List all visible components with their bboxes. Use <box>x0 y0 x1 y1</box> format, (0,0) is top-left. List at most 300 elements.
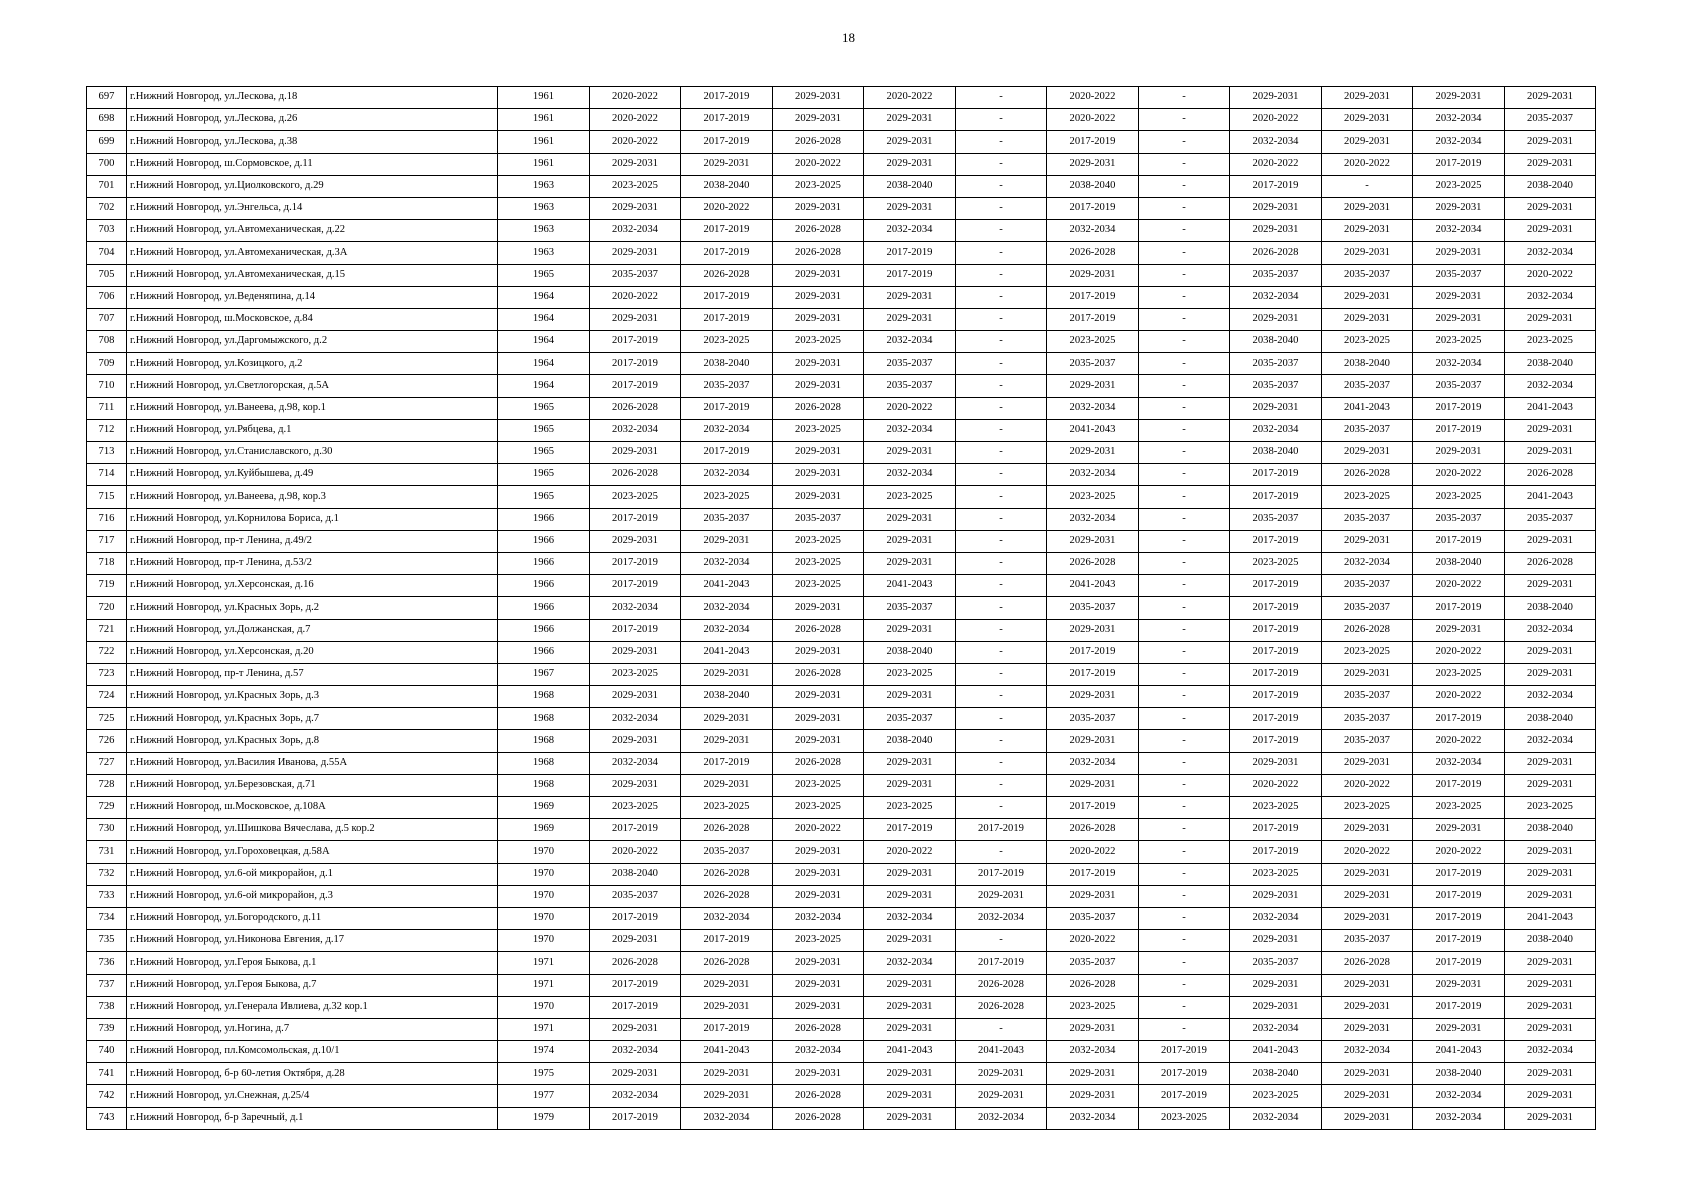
cell-row-number: 701 <box>87 175 127 197</box>
cell-period-6: 2026-2028 <box>1047 242 1139 264</box>
cell-period-7: - <box>1139 464 1230 486</box>
table-row <box>87 264 1596 286</box>
cell-period-3: 2026-2028 <box>773 752 864 774</box>
cell-period-1: 2023-2025 <box>590 663 681 685</box>
cell-year: 1968 <box>498 752 590 774</box>
cell-period-3: 2029-2031 <box>773 87 864 109</box>
cell-period-10: 2038-2040 <box>1413 1063 1505 1085</box>
cell-year: 1964 <box>498 286 590 308</box>
cell-year: 1974 <box>498 1041 590 1063</box>
cell-period-3: 2029-2031 <box>773 686 864 708</box>
cell-period-3: 2026-2028 <box>773 1107 864 1129</box>
cell-period-5: - <box>956 486 1047 508</box>
cell-period-1: 2032-2034 <box>590 220 681 242</box>
cell-period-9: 2038-2040 <box>1322 353 1413 375</box>
cell-period-2: 2029-2031 <box>681 530 773 552</box>
cell-period-1: 2029-2031 <box>590 1063 681 1085</box>
cell-period-1: 2026-2028 <box>590 397 681 419</box>
cell-period-6: 2029-2031 <box>1047 530 1139 552</box>
table-row <box>87 907 1596 929</box>
cell-period-6: 2035-2037 <box>1047 708 1139 730</box>
cell-period-9: 2020-2022 <box>1322 153 1413 175</box>
cell-address: г.Нижний Новгород, ул.Ногина, д.7 <box>127 1018 498 1040</box>
cell-period-9: 2035-2037 <box>1322 375 1413 397</box>
cell-row-number: 720 <box>87 597 127 619</box>
cell-row-number: 705 <box>87 264 127 286</box>
cell-year: 1977 <box>498 1085 590 1107</box>
cell-period-6: 2029-2031 <box>1047 153 1139 175</box>
cell-period-8: 2035-2037 <box>1230 375 1322 397</box>
cell-period-6: 2032-2034 <box>1047 752 1139 774</box>
cell-period-5: - <box>956 1018 1047 1040</box>
cell-address: г.Нижний Новгород, ул.Автомеханическая, д.3А <box>127 242 498 264</box>
cell-period-3: 2023-2025 <box>773 331 864 353</box>
cell-year: 1964 <box>498 375 590 397</box>
cell-period-9: 2035-2037 <box>1322 930 1413 952</box>
cell-period-3: 2029-2031 <box>773 375 864 397</box>
cell-row-number: 709 <box>87 353 127 375</box>
cell-row-number: 712 <box>87 419 127 441</box>
cell-period-2: 2017-2019 <box>681 930 773 952</box>
table-row <box>87 375 1596 397</box>
cell-period-2: 2041-2043 <box>681 1041 773 1063</box>
cell-period-3: 2026-2028 <box>773 619 864 641</box>
cell-period-7: 2017-2019 <box>1139 1041 1230 1063</box>
cell-row-number: 703 <box>87 220 127 242</box>
cell-year: 1968 <box>498 686 590 708</box>
cell-period-10: 2020-2022 <box>1413 841 1505 863</box>
cell-address: г.Нижний Новгород, ул.Красных Зорь, д.8 <box>127 730 498 752</box>
cell-row-number: 714 <box>87 464 127 486</box>
cell-period-5: - <box>956 397 1047 419</box>
cell-period-5: - <box>956 175 1047 197</box>
table-row <box>87 930 1596 952</box>
cell-year: 1964 <box>498 353 590 375</box>
cell-row-number: 733 <box>87 885 127 907</box>
cell-row-number: 743 <box>87 1107 127 1129</box>
cell-address: г.Нижний Новгород, ул.Красных Зорь, д.2 <box>127 597 498 619</box>
cell-period-4: 2029-2031 <box>864 930 956 952</box>
schedule-table <box>86 86 1596 1130</box>
cell-period-7: - <box>1139 308 1230 330</box>
cell-period-10: 2035-2037 <box>1413 264 1505 286</box>
cell-period-1: 2020-2022 <box>590 109 681 131</box>
cell-address: г.Нижний Новгород, ул.Красных Зорь, д.7 <box>127 708 498 730</box>
cell-row-number: 721 <box>87 619 127 641</box>
cell-period-8: 2032-2034 <box>1230 1107 1322 1129</box>
cell-period-2: 2029-2031 <box>681 774 773 796</box>
cell-period-11: 2032-2034 <box>1505 619 1596 641</box>
cell-period-10: 2023-2025 <box>1413 797 1505 819</box>
cell-period-1: 2020-2022 <box>590 841 681 863</box>
cell-period-4: 2029-2031 <box>864 885 956 907</box>
cell-period-6: 2017-2019 <box>1047 131 1139 153</box>
cell-period-1: 2032-2034 <box>590 708 681 730</box>
cell-period-4: 2029-2031 <box>864 752 956 774</box>
cell-period-6: 2032-2034 <box>1047 464 1139 486</box>
table-row <box>87 819 1596 841</box>
cell-period-9: 2020-2022 <box>1322 841 1413 863</box>
cell-address: г.Нижний Новгород, ш.Московское, д.84 <box>127 308 498 330</box>
cell-period-11: 2029-2031 <box>1505 530 1596 552</box>
cell-period-9: 2026-2028 <box>1322 619 1413 641</box>
cell-period-11: 2041-2043 <box>1505 907 1596 929</box>
cell-period-6: 2029-2031 <box>1047 686 1139 708</box>
cell-period-3: 2029-2031 <box>773 264 864 286</box>
cell-year: 1963 <box>498 220 590 242</box>
cell-period-8: 2038-2040 <box>1230 442 1322 464</box>
cell-period-5: - <box>956 730 1047 752</box>
cell-period-4: 2020-2022 <box>864 397 956 419</box>
cell-period-3: 2026-2028 <box>773 131 864 153</box>
cell-period-7: - <box>1139 930 1230 952</box>
cell-period-3: 2020-2022 <box>773 819 864 841</box>
cell-period-9: 2035-2037 <box>1322 575 1413 597</box>
cell-period-7: - <box>1139 752 1230 774</box>
cell-period-8: 2029-2031 <box>1230 397 1322 419</box>
cell-period-2: 2017-2019 <box>681 220 773 242</box>
cell-address: г.Нижний Новгород, ул.Березовская, д.71 <box>127 774 498 796</box>
cell-period-5: 2017-2019 <box>956 819 1047 841</box>
cell-address: г.Нижний Новгород, ул.Василия Иванова, д.55А <box>127 752 498 774</box>
cell-period-3: 2029-2031 <box>773 863 864 885</box>
cell-period-6: 2032-2034 <box>1047 397 1139 419</box>
cell-year: 1975 <box>498 1063 590 1085</box>
cell-year: 1979 <box>498 1107 590 1129</box>
cell-period-4: 2023-2025 <box>864 797 956 819</box>
cell-period-7: - <box>1139 841 1230 863</box>
cell-period-2: 2032-2034 <box>681 907 773 929</box>
cell-period-8: 2017-2019 <box>1230 708 1322 730</box>
cell-period-10: 2017-2019 <box>1413 863 1505 885</box>
cell-address: г.Нижний Новгород, ул.Снежная, д.25/4 <box>127 1085 498 1107</box>
cell-period-5: - <box>956 686 1047 708</box>
cell-period-11: 2038-2040 <box>1505 353 1596 375</box>
cell-period-2: 2032-2034 <box>681 552 773 574</box>
cell-period-6: 2029-2031 <box>1047 264 1139 286</box>
cell-period-6: 2029-2031 <box>1047 619 1139 641</box>
cell-period-10: 2029-2031 <box>1413 197 1505 219</box>
cell-period-9: 2029-2031 <box>1322 1085 1413 1107</box>
table-row <box>87 575 1596 597</box>
cell-period-6: 2026-2028 <box>1047 552 1139 574</box>
cell-period-6: 2020-2022 <box>1047 841 1139 863</box>
cell-period-11: 2041-2043 <box>1505 486 1596 508</box>
cell-period-6: 2026-2028 <box>1047 974 1139 996</box>
cell-period-3: 2029-2031 <box>773 109 864 131</box>
table-row <box>87 663 1596 685</box>
cell-period-10: 2017-2019 <box>1413 930 1505 952</box>
cell-period-7: - <box>1139 730 1230 752</box>
cell-period-2: 2026-2028 <box>681 819 773 841</box>
cell-period-11: 2029-2031 <box>1505 774 1596 796</box>
cell-period-5: - <box>956 597 1047 619</box>
cell-period-3: 2029-2031 <box>773 197 864 219</box>
cell-period-2: 2026-2028 <box>681 264 773 286</box>
cell-period-9: 2029-2031 <box>1322 1063 1413 1085</box>
cell-period-1: 2017-2019 <box>590 974 681 996</box>
cell-period-7: - <box>1139 885 1230 907</box>
table-row <box>87 353 1596 375</box>
cell-row-number: 711 <box>87 397 127 419</box>
cell-period-11: 2029-2031 <box>1505 663 1596 685</box>
cell-period-8: 2023-2025 <box>1230 863 1322 885</box>
cell-period-9: 2032-2034 <box>1322 552 1413 574</box>
cell-year: 1961 <box>498 131 590 153</box>
cell-period-1: 2020-2022 <box>590 87 681 109</box>
cell-year: 1963 <box>498 175 590 197</box>
cell-period-11: 2038-2040 <box>1505 175 1596 197</box>
cell-period-8: 2038-2040 <box>1230 331 1322 353</box>
cell-period-8: 2017-2019 <box>1230 619 1322 641</box>
cell-period-9: 2035-2037 <box>1322 508 1413 530</box>
cell-period-7: - <box>1139 774 1230 796</box>
cell-address: г.Нижний Новгород, ул.Шишкова Вячеслава, д.5 кор.2 <box>127 819 498 841</box>
cell-period-3: 2032-2034 <box>773 907 864 929</box>
cell-period-5: 2017-2019 <box>956 952 1047 974</box>
cell-period-10: 2023-2025 <box>1413 663 1505 685</box>
table-row <box>87 286 1596 308</box>
cell-period-8: 2017-2019 <box>1230 486 1322 508</box>
cell-period-9: 2023-2025 <box>1322 641 1413 663</box>
cell-row-number: 742 <box>87 1085 127 1107</box>
cell-year: 1968 <box>498 774 590 796</box>
cell-year: 1966 <box>498 552 590 574</box>
cell-period-8: 2038-2040 <box>1230 1063 1322 1085</box>
cell-period-10: 2023-2025 <box>1413 486 1505 508</box>
table-row <box>87 109 1596 131</box>
table-row <box>87 797 1596 819</box>
cell-period-11: 2029-2031 <box>1505 952 1596 974</box>
cell-period-10: 2032-2034 <box>1413 1107 1505 1129</box>
cell-period-11: 2029-2031 <box>1505 641 1596 663</box>
cell-period-2: 2020-2022 <box>681 197 773 219</box>
cell-period-11: 2023-2025 <box>1505 797 1596 819</box>
cell-period-11: 2032-2034 <box>1505 286 1596 308</box>
cell-period-7: - <box>1139 508 1230 530</box>
cell-period-11: 2038-2040 <box>1505 597 1596 619</box>
cell-year: 1966 <box>498 641 590 663</box>
cell-period-10: 2017-2019 <box>1413 530 1505 552</box>
cell-period-10: 2020-2022 <box>1413 686 1505 708</box>
cell-period-7: - <box>1139 286 1230 308</box>
cell-period-10: 2029-2031 <box>1413 1018 1505 1040</box>
table-row <box>87 1085 1596 1107</box>
cell-period-3: 2023-2025 <box>773 175 864 197</box>
cell-period-1: 2017-2019 <box>590 508 681 530</box>
cell-row-number: 715 <box>87 486 127 508</box>
cell-period-6: 2035-2037 <box>1047 952 1139 974</box>
cell-period-5: - <box>956 464 1047 486</box>
cell-period-4: 2035-2037 <box>864 708 956 730</box>
cell-period-10: 2029-2031 <box>1413 286 1505 308</box>
cell-year: 1965 <box>498 264 590 286</box>
cell-period-11: 2029-2031 <box>1505 974 1596 996</box>
table-row <box>87 708 1596 730</box>
cell-period-1: 2023-2025 <box>590 486 681 508</box>
cell-year: 1970 <box>498 930 590 952</box>
table-row <box>87 863 1596 885</box>
cell-period-2: 2017-2019 <box>681 109 773 131</box>
cell-period-6: 2029-2031 <box>1047 774 1139 796</box>
cell-year: 1967 <box>498 663 590 685</box>
cell-address: г.Нижний Новгород, ул.6-ой микрорайон, д.1 <box>127 863 498 885</box>
cell-period-10: 2017-2019 <box>1413 153 1505 175</box>
cell-period-5: 2029-2031 <box>956 885 1047 907</box>
cell-period-11: 2029-2031 <box>1505 885 1596 907</box>
cell-period-8: 2023-2025 <box>1230 552 1322 574</box>
cell-period-8: 2017-2019 <box>1230 841 1322 863</box>
cell-period-6: 2017-2019 <box>1047 797 1139 819</box>
cell-period-10: 2029-2031 <box>1413 819 1505 841</box>
cell-period-2: 2017-2019 <box>681 1018 773 1040</box>
cell-row-number: 719 <box>87 575 127 597</box>
cell-row-number: 700 <box>87 153 127 175</box>
cell-period-1: 2029-2031 <box>590 730 681 752</box>
cell-period-7: - <box>1139 397 1230 419</box>
cell-year: 1970 <box>498 996 590 1018</box>
cell-period-9: 2029-2031 <box>1322 996 1413 1018</box>
cell-period-7: - <box>1139 87 1230 109</box>
cell-period-8: 2017-2019 <box>1230 663 1322 685</box>
table-row <box>87 442 1596 464</box>
cell-period-10: 2017-2019 <box>1413 952 1505 974</box>
cell-period-7: - <box>1139 819 1230 841</box>
cell-period-11: 2029-2031 <box>1505 131 1596 153</box>
cell-year: 1965 <box>498 419 590 441</box>
cell-address: г.Нижний Новгород, ул.Автомеханическая, д.15 <box>127 264 498 286</box>
cell-period-3: 2026-2028 <box>773 220 864 242</box>
cell-address: г.Нижний Новгород, ул.Херсонская, д.20 <box>127 641 498 663</box>
cell-period-2: 2023-2025 <box>681 331 773 353</box>
cell-period-4: 2029-2031 <box>864 197 956 219</box>
cell-period-3: 2029-2031 <box>773 641 864 663</box>
cell-period-4: 2029-2031 <box>864 131 956 153</box>
cell-period-2: 2029-2031 <box>681 974 773 996</box>
cell-period-9: 2032-2034 <box>1322 1041 1413 1063</box>
cell-row-number: 702 <box>87 197 127 219</box>
cell-period-9: 2029-2031 <box>1322 197 1413 219</box>
cell-period-3: 2026-2028 <box>773 242 864 264</box>
cell-period-11: 2038-2040 <box>1505 930 1596 952</box>
cell-address: г.Нижний Новгород, б-р Заречный, д.1 <box>127 1107 498 1129</box>
cell-address: г.Нижний Новгород, ул.Лескова, д.26 <box>127 109 498 131</box>
cell-period-10: 2029-2031 <box>1413 308 1505 330</box>
cell-address: г.Нижний Новгород, ул.Должанская, д.7 <box>127 619 498 641</box>
cell-period-7: - <box>1139 486 1230 508</box>
cell-period-10: 2029-2031 <box>1413 242 1505 264</box>
cell-period-7: - <box>1139 1018 1230 1040</box>
cell-period-4: 2023-2025 <box>864 486 956 508</box>
table-row <box>87 419 1596 441</box>
cell-period-10: 2017-2019 <box>1413 397 1505 419</box>
cell-period-1: 2029-2031 <box>590 641 681 663</box>
cell-period-8: 2017-2019 <box>1230 175 1322 197</box>
cell-period-8: 2035-2037 <box>1230 264 1322 286</box>
table-row <box>87 131 1596 153</box>
cell-period-11: 2041-2043 <box>1505 397 1596 419</box>
cell-period-4: 2029-2031 <box>864 530 956 552</box>
cell-year: 1961 <box>498 109 590 131</box>
cell-period-10: 2017-2019 <box>1413 996 1505 1018</box>
cell-period-8: 2020-2022 <box>1230 774 1322 796</box>
cell-row-number: 727 <box>87 752 127 774</box>
cell-period-9: 2029-2031 <box>1322 308 1413 330</box>
cell-period-1: 2032-2034 <box>590 752 681 774</box>
cell-period-7: - <box>1139 907 1230 929</box>
cell-period-8: 2029-2031 <box>1230 197 1322 219</box>
cell-period-5: - <box>956 930 1047 952</box>
cell-period-9: 2029-2031 <box>1322 1107 1413 1129</box>
cell-period-7: - <box>1139 375 1230 397</box>
cell-row-number: 698 <box>87 109 127 131</box>
cell-period-5: - <box>956 131 1047 153</box>
cell-address: г.Нижний Новгород, ул.Генерала Ивлиева, д.32 кор.1 <box>127 996 498 1018</box>
cell-period-5: - <box>956 353 1047 375</box>
cell-period-7: 2017-2019 <box>1139 1063 1230 1085</box>
cell-period-9: 2029-2031 <box>1322 752 1413 774</box>
cell-period-2: 2032-2034 <box>681 419 773 441</box>
cell-period-8: 2023-2025 <box>1230 1085 1322 1107</box>
cell-address: г.Нижний Новгород, пр-т Ленина, д.57 <box>127 663 498 685</box>
cell-period-6: 2035-2037 <box>1047 597 1139 619</box>
table-row <box>87 220 1596 242</box>
cell-address: г.Нижний Новгород, ул.Веденяпина, д.14 <box>127 286 498 308</box>
cell-period-1: 2026-2028 <box>590 952 681 974</box>
cell-period-2: 2032-2034 <box>681 1107 773 1129</box>
table-row <box>87 308 1596 330</box>
cell-address: г.Нижний Новгород, ул.Красных Зорь, д.3 <box>127 686 498 708</box>
cell-period-2: 2017-2019 <box>681 397 773 419</box>
cell-period-9: 2035-2037 <box>1322 686 1413 708</box>
cell-period-1: 2017-2019 <box>590 575 681 597</box>
cell-period-3: 2029-2031 <box>773 996 864 1018</box>
cell-year: 1968 <box>498 730 590 752</box>
cell-period-4: 2029-2031 <box>864 1063 956 1085</box>
cell-period-4: 2032-2034 <box>864 464 956 486</box>
cell-address: г.Нижний Новгород, ул.Ванеева, д.98, кор.1 <box>127 397 498 419</box>
cell-period-4: 2041-2043 <box>864 575 956 597</box>
cell-period-11: 2029-2031 <box>1505 1018 1596 1040</box>
cell-year: 1963 <box>498 242 590 264</box>
cell-period-9: 2029-2031 <box>1322 530 1413 552</box>
cell-period-5: - <box>956 575 1047 597</box>
cell-address: г.Нижний Новгород, ул.Лескова, д.18 <box>127 87 498 109</box>
cell-row-number: 707 <box>87 308 127 330</box>
cell-period-3: 2029-2031 <box>773 597 864 619</box>
cell-period-7: - <box>1139 952 1230 974</box>
cell-period-9: 2035-2037 <box>1322 708 1413 730</box>
cell-period-3: 2029-2031 <box>773 286 864 308</box>
cell-period-3: 2029-2031 <box>773 308 864 330</box>
cell-period-3: 2035-2037 <box>773 508 864 530</box>
cell-period-1: 2026-2028 <box>590 464 681 486</box>
cell-period-2: 2023-2025 <box>681 797 773 819</box>
cell-period-4: 2029-2031 <box>864 863 956 885</box>
cell-period-2: 2029-2031 <box>681 708 773 730</box>
cell-period-4: 2032-2034 <box>864 220 956 242</box>
table-row <box>87 974 1596 996</box>
cell-row-number: 731 <box>87 841 127 863</box>
cell-period-9: 2029-2031 <box>1322 907 1413 929</box>
cell-period-1: 2017-2019 <box>590 1107 681 1129</box>
cell-year: 1970 <box>498 885 590 907</box>
cell-period-4: 2029-2031 <box>864 552 956 574</box>
cell-period-1: 2035-2037 <box>590 264 681 286</box>
cell-period-4: 2029-2031 <box>864 286 956 308</box>
cell-period-11: 2029-2031 <box>1505 841 1596 863</box>
cell-period-2: 2017-2019 <box>681 286 773 308</box>
